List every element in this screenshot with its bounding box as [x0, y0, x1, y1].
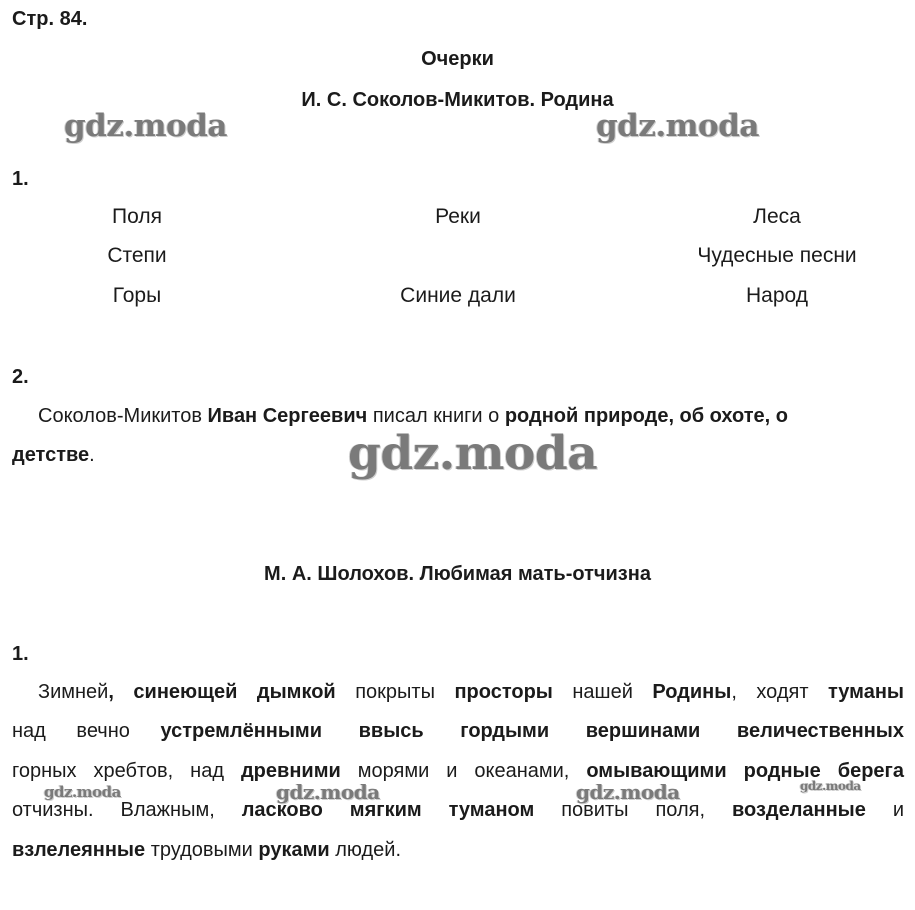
answer-line: детстве. [12, 444, 95, 466]
word-item: Синие дали [400, 284, 516, 307]
watermark: gdz.moda [348, 426, 598, 481]
word-item: Чудесные песни [697, 244, 857, 267]
word-item: Поля [112, 205, 162, 228]
task-number: 1. [12, 643, 29, 665]
word-item: Леса [753, 205, 801, 228]
section-title: Очерки [421, 48, 494, 70]
work2-title: М. А. Шолохов. Любимая мать-отчизна [264, 563, 651, 585]
watermark: gdz.moda [596, 108, 759, 144]
word-item: Горы [112, 284, 162, 307]
watermark: gdz.moda [64, 108, 227, 144]
answer-line: Соколов-Микитов Иван Сергеевич писал книги о родной природе, об охоте, о [38, 405, 788, 427]
watermark: gdz.moda [800, 779, 861, 793]
watermark: gdz.moda [276, 780, 380, 804]
task-number: 2. [12, 366, 29, 388]
page-label: Стр. 84. [12, 8, 88, 30]
answer-line: над вечно устремлёнными ввысь гордыми вершинами величественных [12, 720, 904, 742]
watermark: gdz.moda [44, 783, 121, 801]
word-item: Народ [746, 284, 808, 307]
task-number: 1. [12, 168, 29, 190]
answer-line: взлелеянные трудовыми руками людей. [12, 839, 401, 861]
watermark: gdz.moda [576, 780, 680, 804]
work1-title: И. С. Соколов-Микитов. Родина [301, 89, 614, 111]
word-item: Реки [435, 205, 481, 228]
answer-line: Зимней, синеющей дымкой покрыты просторы нашей Родины, ходят туманы [38, 681, 904, 703]
word-item: Степи [107, 244, 167, 267]
answer-line: отчизны. Влажным, ласково мягким туманом повиты поля, возделанные и [12, 799, 904, 821]
answer-line: горных хребтов, над древними морями и океанами, омывающими родные берега [12, 760, 904, 782]
